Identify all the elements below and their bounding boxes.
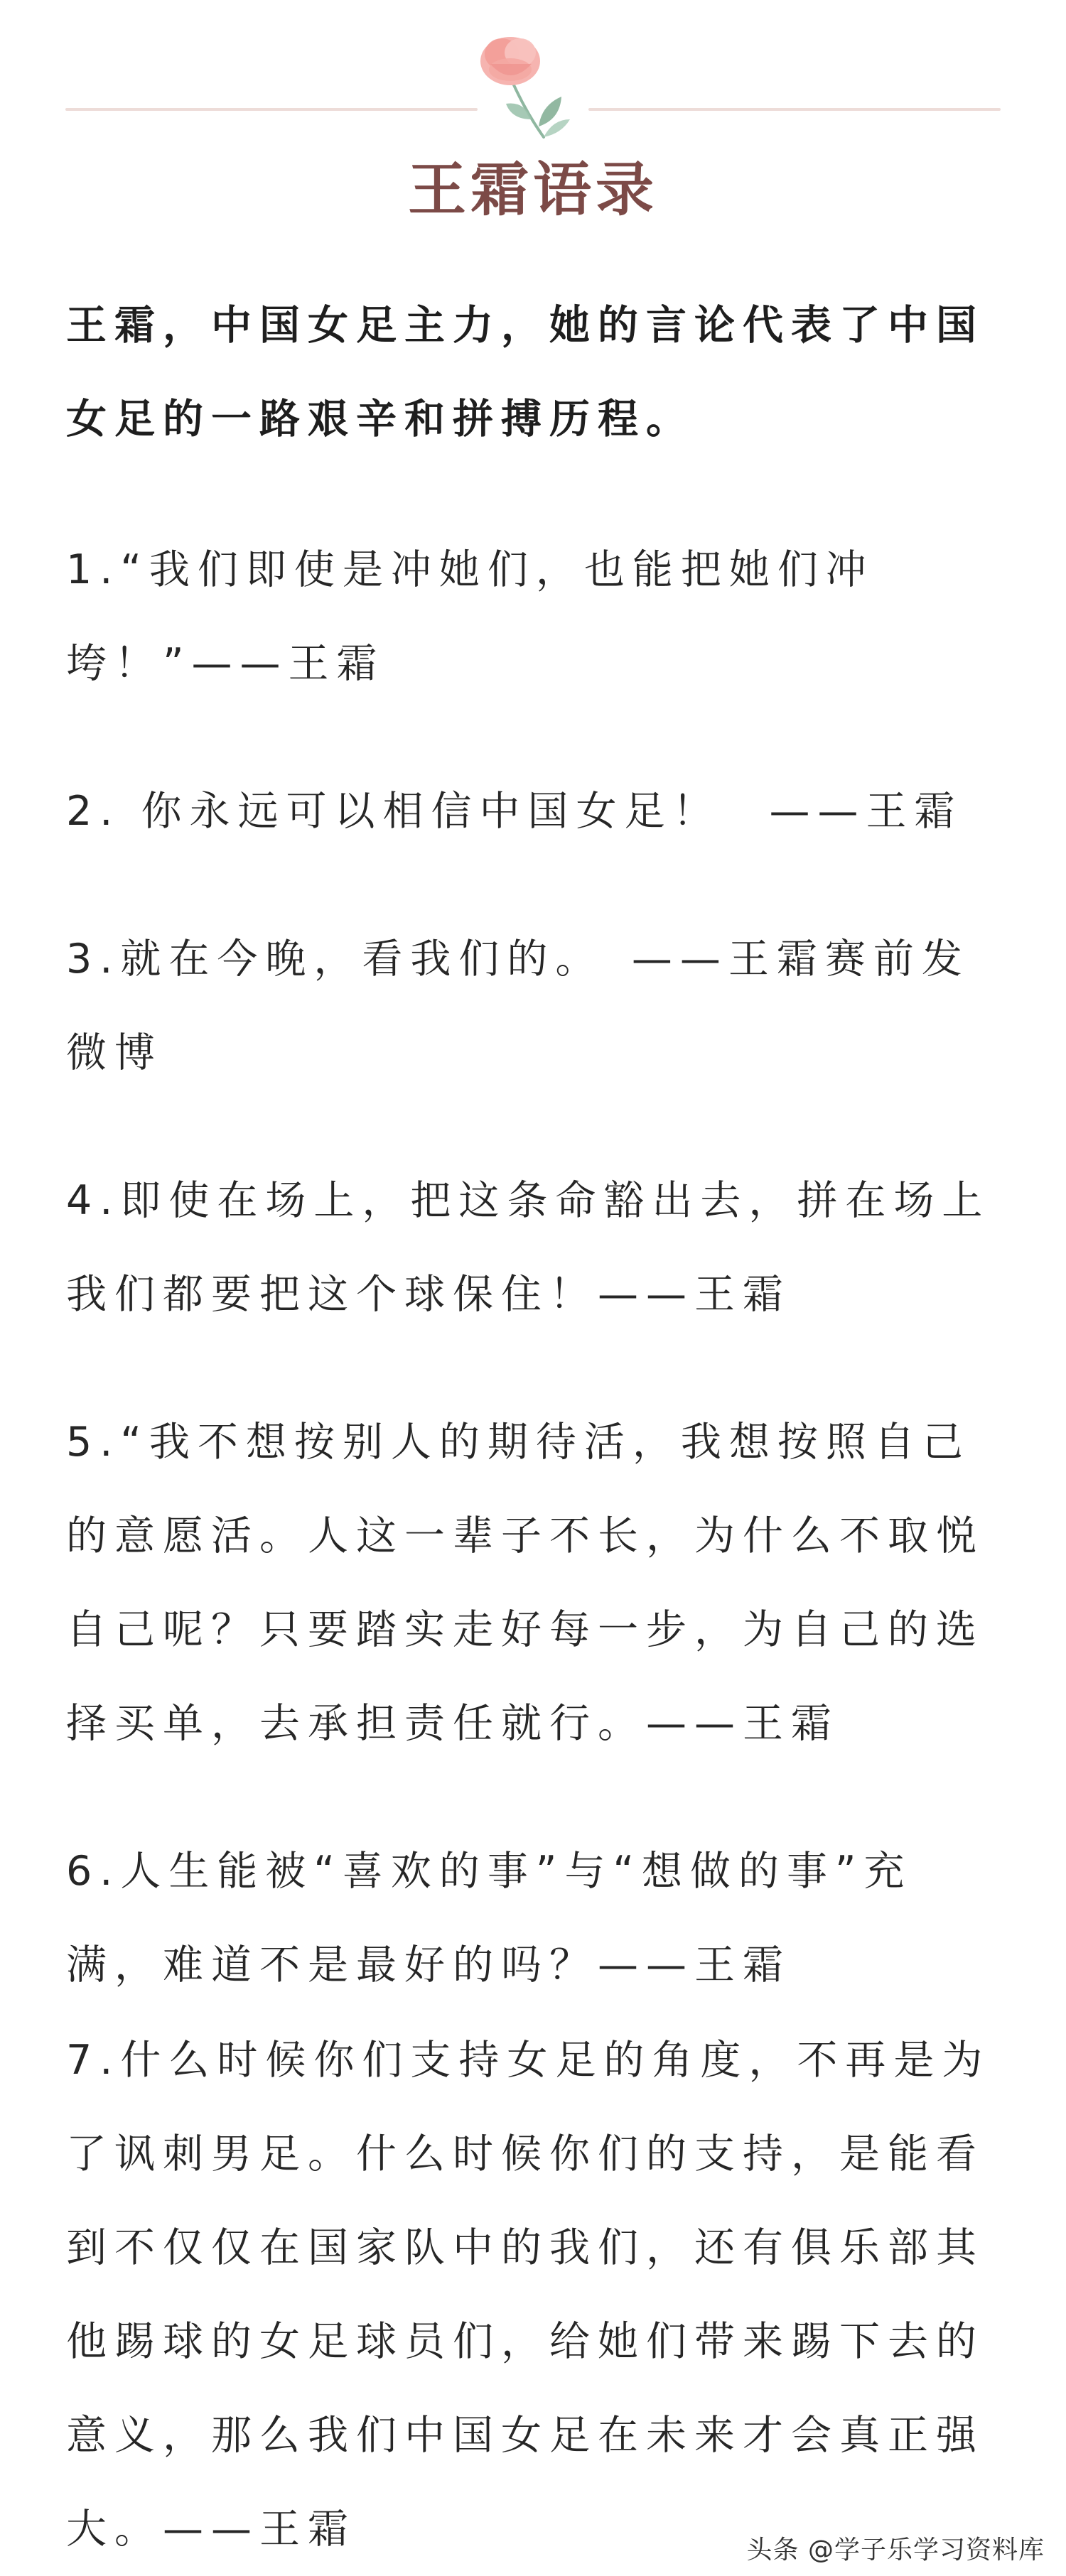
article-body	[66, 278, 1001, 2576]
article-header	[0, 0, 1066, 242]
quote-3: 3.就在今晚，看我们的。 ——王霜赛前发微博	[66, 936, 970, 1076]
divider-left	[65, 108, 478, 111]
divider-right	[588, 108, 1001, 111]
quote-1: 1.“我们即使是冲她们，也能把她们冲垮！”——王霜	[66, 546, 874, 687]
quote-7: 7.什么时候你们支持女足的角度，不再是为了讽刺男足。什么时候你们的支持，是能看到不仅仅在国家队中的我们，还有俱乐部其他踢球的女足球员们，给她们带来踢下去的意义，那么我们中国女足在未来才会真正强大。——王霜	[66, 2037, 991, 2553]
quote-5: 5.“我不想按别人的期待活，我想按照自己的意愿活。人这一辈子不长，为什么不取悦自己呢？只要踏实走好每一步，为自己的选择买单，去承担责任就行。——王霜	[66, 1419, 984, 1747]
quote-2: 2. 你永远可以相信中国女足！ ——王霜	[66, 788, 963, 835]
quote-4: 4.即使在场上，把这条命豁出去，拼在场上我们都要把这个球保住！——王霜	[66, 1177, 991, 1318]
watermark-text: 头条 @学子乐学习资料库	[746, 2536, 1045, 2565]
intro-paragraph: 王霜，中国女足主力，她的言论代表了中国女足的一路艰辛和拼搏历程。	[66, 302, 984, 443]
page-title: 王霜语录	[407, 156, 658, 224]
quote-6: 6.人生能被“喜欢的事”与“想做的事”充满，难道不是最好的吗？——王霜	[66, 1848, 912, 1988]
flower-icon	[462, 13, 604, 155]
